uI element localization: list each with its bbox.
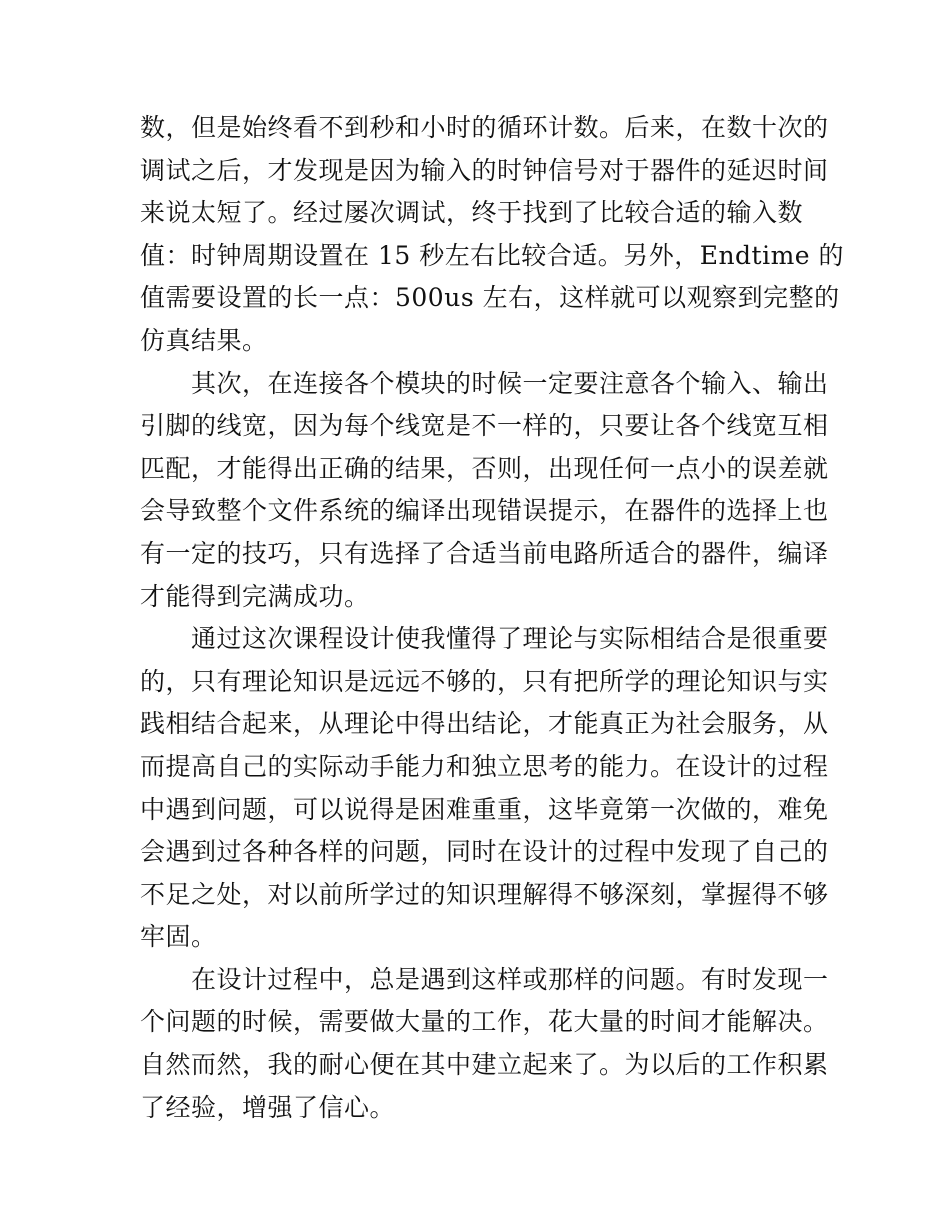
text-line: 才能得到完满成功。 [140, 581, 370, 611]
text-line: 值：时钟周期设置在 15 秒左右比较合适。另外，Endtime 的 [140, 240, 845, 270]
text-line: 中遇到问题，可以说得是困难重重，这毕竟第一次做的，难免 [140, 794, 829, 824]
text-line: 数，但是始终看不到秒和小时的循环计数。后来，在数十次的 [140, 113, 829, 142]
text-line: 会导致整个文件系统的编译出现错误提示，在器件的选择上也 [140, 496, 829, 526]
text-line: 引脚的线宽，因为每个线宽是不一样的，只要让各个线宽互相 [140, 411, 829, 441]
text-line: 来说太短了。经过屡次调试，终于找到了比较合适的输入数 [140, 198, 804, 228]
text-line: 会遇到过各种各样的问题，同时在设计的过程中发现了自己的 [140, 837, 829, 867]
text-line: 不足之处，对以前所学过的知识理解得不够深刻，掌握得不够 [140, 879, 829, 909]
text-line: 值需要设置的长一点：500us 左右，这样就可以观察到完整的 [140, 283, 840, 313]
text-line: 在设计过程中，总是遇到这样或那样的问题。有时发现一 [140, 964, 829, 994]
text-line: 调试之后，才发现是因为输入的时钟信号对于器件的延迟时间 [140, 155, 829, 185]
text-line: 牢固。 [140, 922, 217, 952]
text-line: 通过这次课程设计使我懂得了理论与实际相结合是很重要 [140, 624, 829, 654]
text-line: 自然而然，我的耐心便在其中建立起来了。为以后的工作积累 [140, 1050, 829, 1080]
text-line: 有一定的技巧，只有选择了合适当前电路所适合的器件，编译 [140, 538, 829, 568]
text-line: 仿真结果。 [140, 325, 268, 355]
document-body-text [140, 107, 845, 1129]
text-line: 了经验，增强了信心。 [140, 1092, 396, 1122]
text-line: 践相结合起来，从理论中得出结论，才能真正为社会服务，从 [140, 709, 829, 739]
text-line: 而提高自己的实际动手能力和独立思考的能力。在设计的过程 [140, 751, 829, 781]
text-line: 的，只有理论知识是远远不够的，只有把所学的理论知识与实 [140, 666, 829, 696]
text-line: 个问题的时候，需要做大量的工作，花大量的时间才能解决。 [140, 1007, 829, 1037]
text-line: 其次，在连接各个模块的时候一定要注意各个输入、输出 [140, 368, 829, 398]
text-line: 匹配，才能得出正确的结果，否则，出现任何一点小的误差就 [140, 453, 829, 483]
